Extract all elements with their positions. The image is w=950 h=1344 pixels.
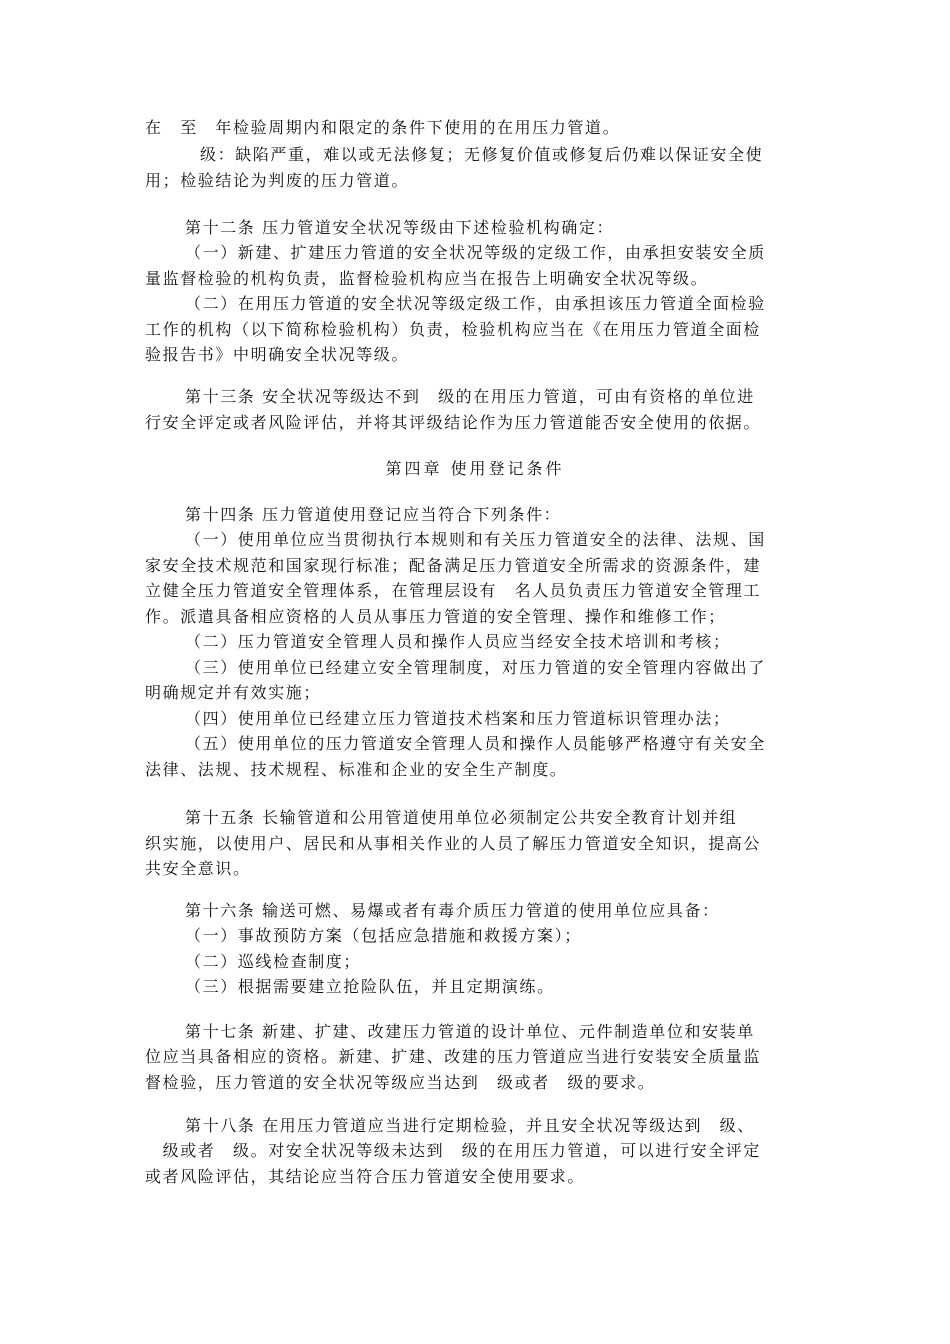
text-line: （二）在用压力管道的安全状况等级定级工作，由承担该压力管道全面检验 bbox=[185, 294, 766, 313]
text-line: 督检验，压力管道的安全状况等级应当达到 级或者 级的要求。 bbox=[145, 1073, 656, 1092]
text-line: 位应当具备相应的资格。新建、扩建、改建的压力管道应当进行安装安全质量监 bbox=[145, 1047, 762, 1066]
article-15-heading: 第十五条 长输管道和公用管道使用单位必须制定公共安全教育计划并组 bbox=[185, 808, 738, 827]
article-13-heading: 第十三条 安全状况等级达不到 级的在用压力管道，可由有资格的单位进 bbox=[185, 387, 755, 406]
article-18-heading: 第十八条 在用压力管道应当进行定期检验，并且安全状况等级达到 级、 bbox=[185, 1116, 755, 1135]
article-12-heading: 第十二条 压力管道安全状况等级由下述检验机构确定： bbox=[185, 218, 615, 237]
text-line: 工作的机构（以下简称检验机构）负责，检验机构应当在《在用压力管道全面检 bbox=[145, 320, 762, 339]
text-line: （四）使用单位已经建立压力管道技术档案和压力管道标识管理办法； bbox=[185, 709, 731, 728]
text-line: （一）新建、扩建压力管道的安全状况等级的定级工作，由承担安装安全质 bbox=[185, 243, 766, 262]
text-line: 行安全评定或者风险评估，并将其评级结论作为压力管道能否安全使用的依据。 bbox=[145, 413, 762, 432]
text-line: 立健全压力管道安全管理体系，在管理层设有 名人员负责压力管道安全管理工 bbox=[145, 581, 762, 600]
article-17-heading: 第十七条 新建、扩建、改建压力管道的设计单位、元件制造单位和安装单 bbox=[185, 1022, 755, 1041]
text-line: 在 至 年检验周期内和限定的条件下使用的在用压力管道。 bbox=[145, 118, 621, 137]
text-line: 作。派遣具备相应资格的人员从事压力管道的安全管理、操作和维修工作； bbox=[145, 607, 726, 626]
text-line: （一）使用单位应当贯彻执行本规则和有关压力管道安全的法律、法规、国 bbox=[185, 530, 766, 549]
text-line: （二）压力管道安全管理人员和操作人员应当经安全技术培训和考核； bbox=[185, 632, 731, 651]
text-line: （一）事故预防方案（包括应急措施和救援方案）； bbox=[185, 926, 582, 945]
article-16-heading: 第十六条 输送可燃、易爆或者有毒介质压力管道的使用单位应具备： bbox=[185, 901, 720, 920]
article-14-heading: 第十四条 压力管道使用登记应当符合下列条件： bbox=[185, 505, 562, 524]
text-line: 法律、法规、技术规程、标准和企业的安全生产制度。 bbox=[145, 760, 568, 779]
text-line: （三）使用单位已经建立安全管理制度，对压力管道的安全管理内容做出了 bbox=[185, 658, 766, 677]
text-line: 量监督检验的机构负责，监督检验机构应当在报告上明确安全状况等级。 bbox=[145, 269, 709, 288]
chapter-title: 第四章 使用登记条件 bbox=[385, 459, 565, 478]
text-line: 明确规定并有效实施； bbox=[145, 683, 322, 702]
text-line: 共安全意识。 bbox=[145, 859, 251, 878]
text-line: 级或者 级。对安全状况等级未达到 级的在用压力管道，可以进行安全评定 bbox=[145, 1141, 762, 1160]
text-line: 织实施，以使用户、居民和从事相关作业的人员了解压力管道安全知识，提高公 bbox=[145, 834, 762, 853]
text-line: 验报告书》中明确安全状况等级。 bbox=[145, 345, 410, 364]
text-line: （二）巡线检查制度； bbox=[185, 952, 362, 971]
text-line: 或者风险评估，其结论应当符合压力管道安全使用要求。 bbox=[145, 1167, 586, 1186]
text-line: （五）使用单位的压力管道安全管理人员和操作人员能够严格遵守有关安全 bbox=[185, 734, 766, 753]
text-line: （三）根据需要建立抢险队伍，并且定期演练。 bbox=[185, 977, 555, 996]
text-line: 家安全技术规范和国家现行标准；配备满足压力管道安全所需求的资源条件，建 bbox=[145, 556, 762, 575]
text-line: 用；检验结论为判废的压力管道。 bbox=[145, 171, 410, 190]
text-line: 级：缺陷严重，难以或无法修复；无修复价值或修复后仍难以保证安全使 bbox=[200, 145, 764, 164]
